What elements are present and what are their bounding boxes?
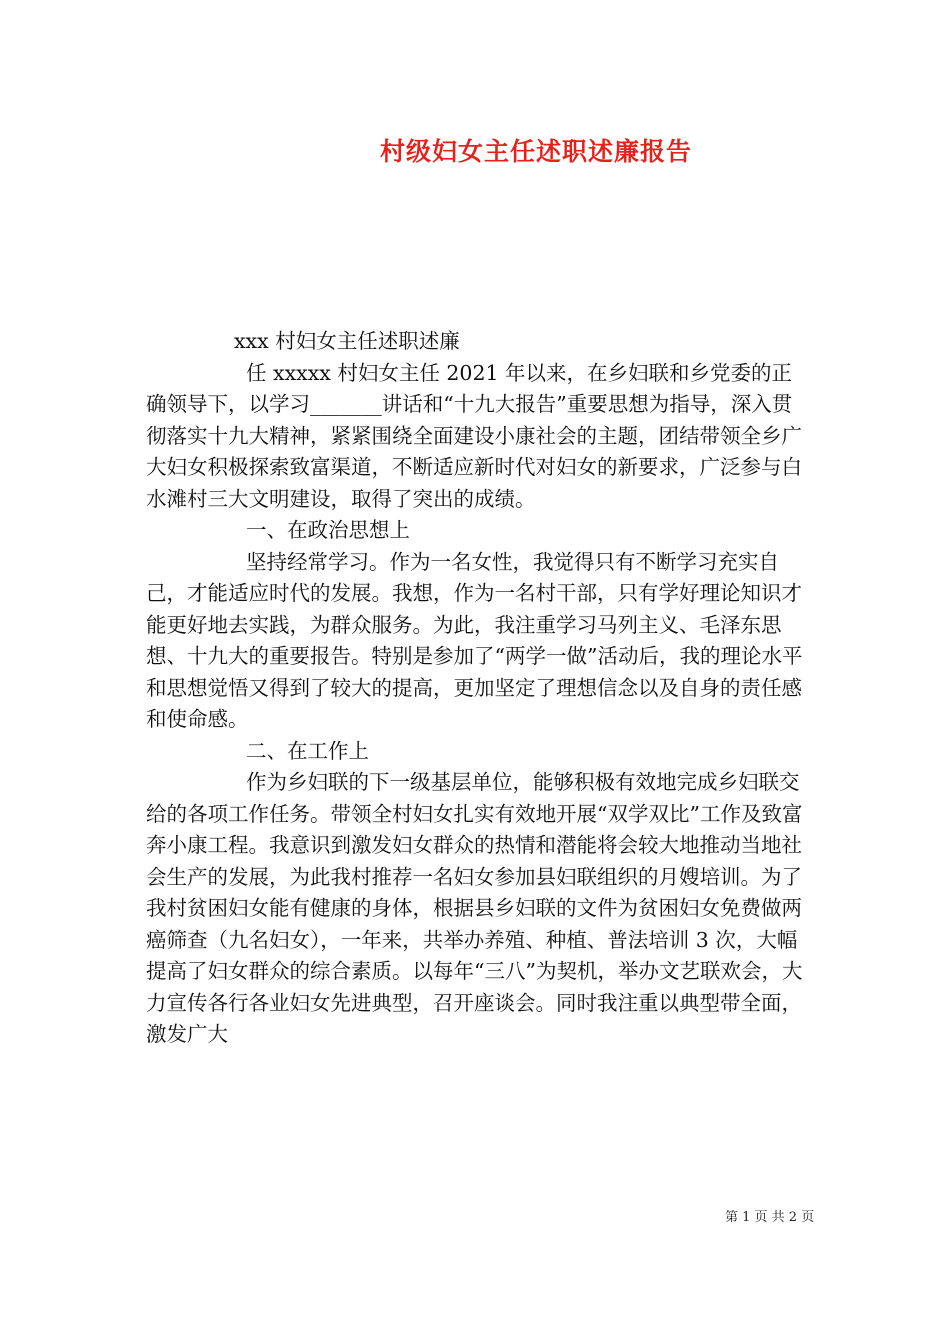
document-body <box>146 326 806 1051</box>
document-subtitle: xxx 村妇女主任述职述廉 <box>234 329 460 353</box>
intro-paragraph: 任 xxxxx 村妇女主任 2021 年以来，在乡妇联和乡党委的正确领导下，以学习_______讲话和“十九大报告”重要思想为指导，深入贯彻落实十九大精神，紧紧围绕全面建设小康社会的主题，团结带领全乡广大妇女积极探索致富渠道，不断适应新时代对妇女的新要求，广泛参与白水滩村三大文明建设，取得了突出的成绩。 <box>146 360 802 511</box>
politics-paragraph: 坚持经常学习。作为一名女性，我觉得只有不断学习充实自己，才能适应时代的发展。我想，作为一名村干部，只有学好理论知识才能更好地去实践，为群众服务。为此，我注重学习马列主义、毛泽东思想、十九大的重要报告。特别是参加了“两学一做”活动后，我的理论水平和思想觉悟又得到了较大的提高，更加坚定了理想信念以及自身的责任感和使命感。 <box>146 549 803 731</box>
page-number: 第 1 页 共 2 页 <box>725 1210 815 1225</box>
section-heading-work: 二、在工作上 <box>246 738 369 763</box>
section-heading-politics: 一、在政治思想上 <box>246 518 410 542</box>
document-title: 村级妇女主任述职述廉报告 <box>380 137 693 166</box>
work-paragraph: 作为乡妇联的下一级基层单位，能够积极有效地完成乡妇联交给的各项工作任务。带领全村妇女扎实有效地开展“双学双比”工作及致富奔小康工程。我意识到激发妇女群众的热情和潜能将会较大地推动当地社会生产的发展，为此我村推荐一名妇女参加县妇联组织的月嫂培训。为了我村贫困妇女能有健康的身体，根据县乡妇联的文件为贫困妇女免费做两癌筛查（九名妇女），一年来，共举办养殖、种植、普法培训 3 次，大幅提高了妇女群众的综合素质。以每年“三八”为契机，举办文艺联欢会，大力宣传各行各业妇女先进典型，召开座谈会。同时我注重以典型带全面，激发广大 <box>146 770 803 1046</box>
